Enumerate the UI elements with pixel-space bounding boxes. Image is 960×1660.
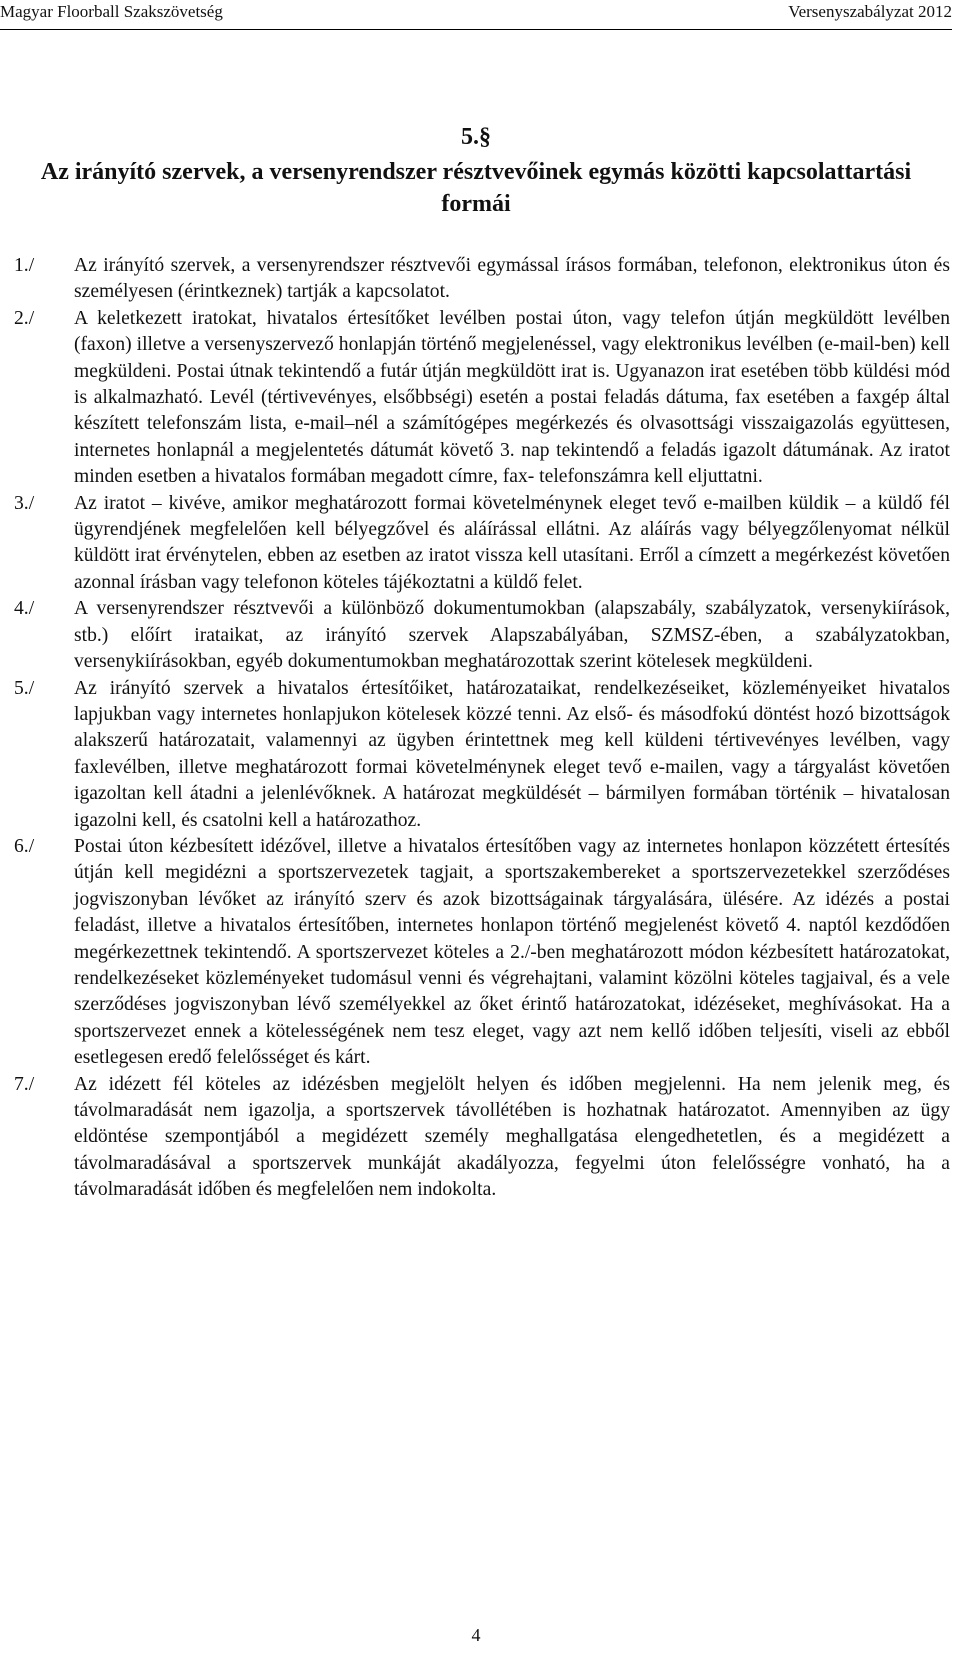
paragraph-text: Az irányító szervek, a versenyrendszer résztvevői egymással írásos formában, telefonon, elektronikus úton és személyesen (érintkeznek) tartják a kapcsolatot. (74, 255, 950, 303)
paragraph-5 (14, 676, 950, 834)
paragraph-number: 7./ (14, 1073, 35, 1095)
paragraph-text: Az iratot – kivéve, amikor meghatározott formai követelménynek eleget tevő e-mailben küldik – a küldő fél ügyrendjének megfelelően kell bélyegzővel és aláírással ellátni. Az aláírás vagy bélyegzőlenyomat nélkül küldött irat érvénytelen, ebben az esetben az iratot vissza kell utasítani. Erről a címzett a megérkezést követően azonnal írásban vagy telefonon köteles tájékoztatni a küldő felet. (74, 492, 950, 593)
header-document-title: Versenyszabályzat 2012 (788, 2, 952, 21)
paragraph-6 (14, 834, 950, 1072)
paragraph-text: A versenyrendszer résztvevői a különböző dokumentumokban (alapszabály, szabályzatok, versenykiírások, stb.) előírt irataikat, az irányító szervek Alapszabályában, SZMSZ-ében, a szabályzatokban, versenykiírásokban, egyéb dokumentumokban meghatározottak szerint kötelesek megküldeni. (74, 598, 950, 673)
paragraph-number: 6./ (14, 835, 35, 857)
paragraph-4 (14, 596, 950, 675)
section-title: Az irányító szervek, a versenyrendszer résztvevőinek egymás közötti kapcsolattartási formái (40, 159, 912, 217)
paragraph-text: A keletkezett iratokat, hivatalos értesítőket levélben postai úton, vagy telefon útján megküldött levélben (faxon) illetve a versenyszervező honlapján történő megjelenéssel, vagy elektronikus levélben (e-mail-ben) kell megküldeni. Postai útnak tekintendő a futár útján megküldött irat is. Ugyanazon irat esetében több küldési mód is alkalmazható. Levél (tértivevényes, elsőbbségi) esetén a postai feladás dátuma, fax esetében a faxgép által készített telefonszám lista, e-mail–nél a számítógépes megérkezés és olvasottsági visszaigazolás együttesen, internetes honlapnál a megjelentetés dátumát követő 3. nap tekintendő a feladás igazolt dátumának. Az iratot minden esetben a hivatalos formában megadott címre, fax- telefonszámra kell eljuttatni. (74, 307, 950, 488)
paragraph-1 (14, 253, 950, 306)
paragraph-text: Az irányító szervek a hivatalos értesítőiket, határozataikat, rendelkezéseiket, közleményeiket hivatalos lapjukban vagy internetes honlapjukon kötelesek közzé tenni. Az első- és másodfokú döntést hozó bizottságok alakszerű határozatait, valamennyi az ügyben érintettnek meg kell küldeni tértivevényes levélben, vagy faxlevélben, illetve meghatározott formai követelménynek eleget tevő e-mailen, vagy a tárgyalást követően igazoltan kell átadni a jelenlévőknek. A határozat megküldését – bármilyen formában történik – hivatalosan igazolni kell, és csatolni kell a határozathoz. (74, 677, 950, 831)
paragraph-2 (14, 306, 950, 491)
header-divider (0, 29, 952, 30)
paragraph-text: Az idézett fél köteles az idézésben megjelölt helyen és időben megjelenni. Ha nem jelenik meg, és távolmaradását nem igazolja, a sportszervek távollétében is hozhatnak határozatot. Amennyiben az ügy eldöntése szempontjából a megidézett személy meghallgatása elengedhetetlen, és a megidézett a távolmaradásával a sportszervek munkáját akadályozza, fegyelmi úton felelősségre vonható, ha a távolmaradását időben és megfelelően nem indokolta. (74, 1073, 950, 1201)
paragraph-number: 1./ (14, 255, 35, 276)
paragraph-number: 3./ (14, 492, 35, 514)
section-number: 5.§ (461, 124, 491, 150)
paragraph-3 (14, 491, 950, 597)
paragraph-text: Postai úton kézbesített idézővel, illetve a hivatalos értesítőben vagy az internetes honlapon közzétett értesítés útján kell megidézni a sportszervezetek tagjait, a sportszakembereket a sportszervezetekkel szerződéses jogviszonyban lévőket az irányító szerv és azok bizottságainak tárgyalására, ülésére. Az idézés a postai feladást, illetve a hivatalos értesítőben, internetes honlapon történő megjelenést követő 4. naptól kezdődően megérkezettnek tekintendő. A sportszervezet köteles a 2./-ben meghatározott módon kézbesített határozatokat, rendelkezéseket közleményeket tudomásul venni és végrehajtani, valamint közölni köteles tagjaival, és a vele szerződéses jogviszonyban lévő személyekkel az őket érintő határozatokat, idézéseket, meghívásokat. Ha a sportszervezet ennek a kötelességének nem tesz eleget, vagy azt nem kellő időben teljesíti, viseli az ebből esetlegesen eredő felelősséget és kárt. (74, 835, 950, 1069)
paragraph-7 (14, 1072, 950, 1204)
paragraph-number: 4./ (14, 598, 35, 620)
header-organization: Magyar Floorball Szakszövetség (0, 2, 223, 21)
paragraph-number: 5./ (14, 677, 35, 699)
paragraph-number: 2./ (14, 307, 35, 329)
page-number: 4 (471, 1625, 481, 1645)
page-header (0, 2, 960, 32)
document-body (14, 253, 950, 1204)
